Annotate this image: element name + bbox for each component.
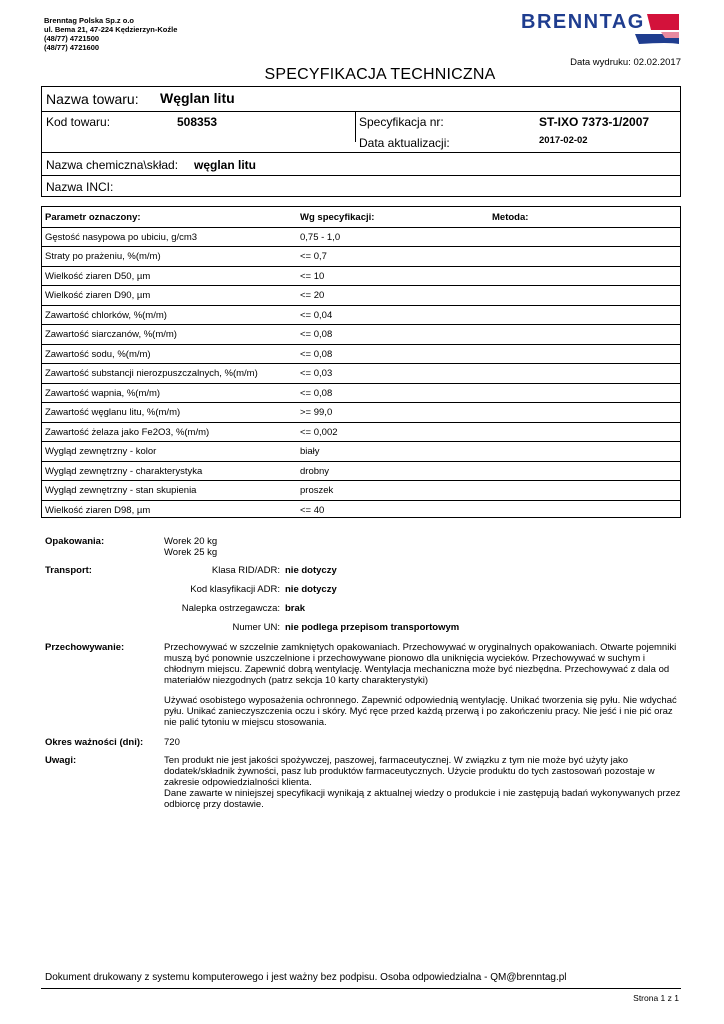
spec-number: ST-IXO 7373-1/2007 — [539, 115, 650, 129]
storage-text-1: Przechowywać w szczelnie zamkniętych opakowaniach. Przechowywać w oryginalnych opakowaniach. Otwarte pojemniki muszą być ponownie uszczelnione i przechowywane pionowo dla uniknięcia wycieków. Przechowywać w suchym i chłodnym miejscu. Zapewnić dobrą wentylację. Wentylacja mechaniczna może być niezbędna. Przechowywać z dala od materiałów niezgodnych (patrz sekcja 10 karty charakterystyki) — [164, 642, 677, 686]
parameter-spec: >= 99,0 — [300, 407, 333, 418]
table-row — [42, 227, 680, 248]
company-phone-1: (48/77) 4721500 — [44, 34, 100, 43]
parameters-table — [41, 206, 681, 518]
footer-note: Dokument drukowany z systemu komputerowego i jest ważny bez podpisu. Osoba odpowiedzialna - QM@brenntag.pl — [45, 972, 567, 983]
table-row — [42, 383, 680, 404]
chemical-name: węglan litu — [194, 158, 257, 172]
table-row — [42, 344, 680, 365]
page-number: Strona 1 z 1 — [633, 993, 679, 1003]
parameter-spec: <= 0,04 — [300, 309, 333, 321]
spec-number-label: Specyfikacja nr: — [359, 115, 444, 129]
product-code-label: Kod towaru: — [46, 115, 111, 129]
table-row — [42, 363, 680, 384]
table-row — [42, 324, 680, 345]
parameter-spec: biały — [300, 446, 320, 457]
transport-item-label: Numer UN: — [232, 622, 280, 633]
remarks-label: Uwagi: — [45, 755, 77, 766]
column-header-spec: Wg specyfikacji: — [300, 212, 375, 223]
table-header-row — [42, 207, 680, 228]
parameter-name: Wielkość ziaren D90, µm — [45, 290, 151, 301]
parameter-name: Zawartość sodu, %(m/m) — [45, 348, 151, 360]
product-code: 508353 — [177, 115, 218, 129]
parameter-spec: <= 0,08 — [300, 329, 333, 340]
parameter-spec: <= 0,7 — [300, 251, 327, 262]
table-row — [42, 480, 680, 501]
print-date: Data wydruku: 02.02.2017 — [570, 57, 681, 68]
table-row — [42, 266, 680, 287]
validity-value: 720 — [164, 737, 180, 748]
parameter-name: Zawartość węglanu litu, %(m/m) — [45, 407, 181, 418]
parameter-name: Wygląd zewnętrzny - charakterystyka — [45, 465, 203, 477]
storage-label: Przechowywanie: — [45, 642, 125, 653]
parameter-name: Zawartość wapnia, %(m/m) — [45, 387, 161, 399]
inci-name-label: Nazwa INCI: — [46, 180, 114, 194]
parameter-spec: <= 0,08 — [300, 387, 333, 399]
parameter-spec: <= 0,002 — [300, 426, 338, 438]
parameter-name: Gęstość nasypowa po ubiciu, g/cm3 — [45, 231, 198, 243]
parameter-spec: drobny — [300, 465, 330, 477]
update-date: 2017-02-02 — [539, 135, 588, 146]
transport-item-label: Klasa RID/ADR: — [211, 565, 280, 576]
parameter-name: Zawartość substancji nierozpuszczalnych, %(m/m) — [45, 368, 258, 379]
parameter-name: Wielkość ziaren D50, µm — [45, 270, 151, 282]
product-header-box — [41, 86, 681, 197]
packaging-line-1: Worek 20 kg — [164, 536, 218, 547]
page-title: SPECYFIKACJA TECHNICZNA — [264, 66, 496, 83]
chemical-name-label: Nazwa chemiczna\skład: — [46, 158, 179, 172]
transport-item-value: nie dotyczy — [285, 565, 337, 576]
column-header-method: Metoda: — [492, 212, 529, 223]
parameter-name: Zawartość chlorków, %(m/m) — [45, 309, 167, 321]
parameter-spec: <= 0,03 — [300, 368, 333, 379]
table-row — [42, 285, 680, 306]
parameter-name: Zawartość żelaza jako Fe2O3, %(m/m) — [45, 426, 210, 438]
packaging-line-2: Worek 25 kg — [164, 547, 218, 558]
brenntag-logo — [519, 8, 679, 48]
company-info — [44, 16, 177, 52]
product-name: Węglan litu — [160, 90, 235, 106]
parameter-name: Wielkość ziaren D98, µm — [45, 504, 151, 516]
remarks-text-2: Dane zawarte w niniejszej specyfikacji wynikają z aktualnej wiedzy o produkcie i nie zastępują badań wykonywanych przez odbiorcę przy dostawie. — [164, 788, 681, 810]
parameter-spec: <= 0,08 — [300, 348, 333, 360]
transport-item-label: Kod klasyfikacji ADR: — [190, 584, 280, 595]
transport-label: Transport: — [45, 565, 92, 576]
table-row — [42, 402, 680, 423]
storage-text-2: Używać osobistego wyposażenia ochronnego. Zapewnić odpowiednią wentylację. Unikać tworzenia się pyłu. Nie wdychać pyłu. Unikać zanieczyszczenia oczu i skóry. Myć ręce przed każdą przerwą i po zakończeniu pracy. Nie jeść i nie pić oraz nie palić tytoniu w miejscu stosowania. — [164, 695, 677, 728]
parameter-name: Wygląd zewnętrzny - kolor — [45, 446, 157, 457]
parameter-spec: <= 10 — [300, 270, 325, 282]
column-header-parameter: Parametr oznaczony: — [45, 212, 141, 223]
packaging-values — [164, 536, 684, 558]
parameter-spec: 0,75 - 1,0 — [300, 231, 341, 243]
company-name: Brenntag Polska Sp.z o.o — [44, 16, 135, 25]
transport-item-value: nie dotyczy — [285, 584, 337, 595]
parameter-name: Wygląd zewnętrzny - stan skupienia — [45, 485, 197, 496]
table-row — [42, 422, 680, 443]
table-row — [42, 246, 680, 267]
parameter-spec: <= 20 — [300, 290, 325, 301]
product-name-label: Nazwa towaru: — [46, 91, 139, 107]
parameter-name: Zawartość siarczanów, %(m/m) — [45, 329, 177, 340]
table-row — [42, 441, 680, 462]
parameter-name: Straty po prażeniu, %(m/m) — [45, 251, 161, 262]
logo-flag-icon — [647, 14, 679, 30]
company-address: ul. Bema 21, 47-224 Kędzierzyn-Koźle — [44, 25, 178, 34]
company-phone-2: (48/77) 4721600 — [44, 43, 100, 52]
transport-item-value: nie podlega przepisom transportowym — [285, 622, 460, 633]
transport-item-label: Nalepka ostrzegawcza: — [181, 603, 280, 614]
remarks-text-1: Ten produkt nie jest jakości spożywczej, paszowej, farmaceutycznej. W związku z tym nie może być użyty jako dodatek/składnik żywności, pasz lub produktów farmaceutycznych. Użycie produktu do tych zastosowań pozostaje w zakresie odpowiedzialności klienta. — [164, 755, 655, 788]
table-row — [42, 461, 680, 482]
update-date-label: Data aktualizacji: — [359, 136, 450, 150]
validity-label: Okres ważności (dni): — [45, 737, 144, 748]
footer-divider — [41, 988, 681, 989]
logo-text: BRENNTAG — [521, 11, 645, 33]
parameter-spec: proszek — [300, 485, 334, 496]
table-row — [42, 500, 680, 520]
packaging-label: Opakowania: — [45, 536, 105, 547]
transport-item-value: brak — [285, 603, 306, 614]
parameter-spec: <= 40 — [300, 504, 325, 516]
table-row — [42, 305, 680, 326]
